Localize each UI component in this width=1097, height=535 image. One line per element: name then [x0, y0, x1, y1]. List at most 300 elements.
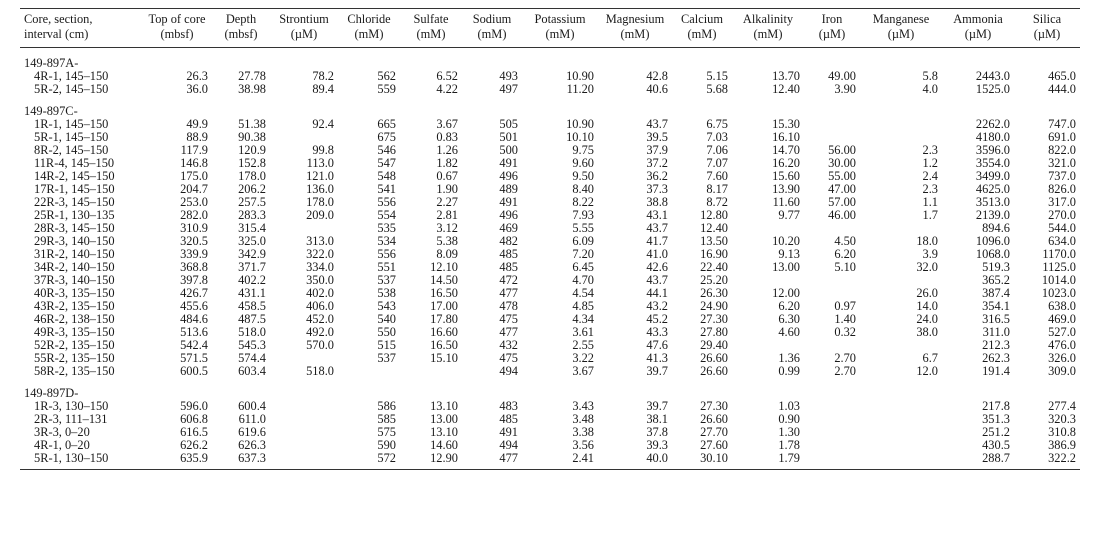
cell-alk: 1.36: [778, 351, 800, 365]
cell-so4: 1.82: [436, 156, 458, 170]
cell-so4: 14.60: [430, 438, 458, 452]
cell-nh4: 3499.0: [975, 169, 1010, 183]
cell-alk: 16.20: [772, 156, 800, 170]
cell-alk: 1.03: [778, 399, 800, 413]
cell-depth: 120.9: [238, 143, 266, 157]
cell-depth: 637.3: [212, 452, 270, 470]
cell-top: 320.5: [180, 234, 208, 248]
cell-k: 4.85: [572, 299, 594, 313]
cell-ca: 22.40: [700, 260, 728, 274]
cell-nh4: 1068.0: [975, 247, 1010, 261]
cell-mg: 37.9: [646, 143, 668, 157]
cell-fe: 46.00: [828, 208, 856, 222]
cell-na: 478: [499, 299, 518, 313]
cell-sr: 99.8: [312, 143, 334, 157]
table-row: [20, 439, 1080, 452]
cell-nh4: 4625.0: [975, 182, 1010, 196]
cell-alk: 0.90: [778, 412, 800, 426]
cell-cl: 556: [377, 195, 396, 209]
cell-fe: [804, 452, 860, 470]
cell-alk: 0.99: [778, 364, 800, 378]
cell-depth: 27.78: [238, 69, 266, 83]
cell-na: 475: [499, 312, 518, 326]
cell-top: 49.9: [186, 117, 208, 131]
cell-sr: [270, 413, 338, 426]
table-row: [20, 196, 1080, 209]
cell-k: 10.10: [566, 130, 594, 144]
hole-label: 149-897D-: [24, 386, 79, 400]
cell-alk: 12.40: [772, 82, 800, 96]
cell-fe: 6.20: [834, 247, 856, 261]
cell-nh4: 191.4: [982, 364, 1010, 378]
cell-fe: [804, 400, 860, 413]
cell-k: 3.48: [572, 412, 594, 426]
hole-group-header: [20, 387, 1080, 400]
cell-cl: 546: [377, 143, 396, 157]
table-row: [20, 118, 1080, 131]
cell-cl: 540: [377, 312, 396, 326]
cell-mg: 43.2: [646, 299, 668, 313]
cell-ca: 7.03: [706, 130, 728, 144]
cell-mn: 3.9: [922, 247, 938, 261]
cell-nh4: 262.3: [982, 351, 1010, 365]
hole-label: 149-897C-: [24, 104, 78, 118]
cell-top: 253.0: [180, 195, 208, 209]
cell-depth: 38.98: [238, 82, 266, 96]
cell-interval: 4R-1, 0–20: [34, 438, 90, 452]
cell-mn: [860, 426, 942, 439]
cell-top: 571.5: [180, 351, 208, 365]
cell-so4: 0.83: [436, 130, 458, 144]
cell-alk: 13.70: [772, 69, 800, 83]
cell-si: 527.0: [1048, 325, 1076, 339]
cell-si: 634.0: [1048, 234, 1076, 248]
cell-mg: 43.3: [646, 325, 668, 339]
cell-sr: 78.2: [312, 69, 334, 83]
table-row: [20, 170, 1080, 183]
cell-interval: 28R-3, 145–150: [34, 221, 115, 235]
cell-cl: 550: [377, 325, 396, 339]
cell-k: 10.90: [566, 69, 594, 83]
cell-si: 1014.0: [1041, 273, 1076, 287]
cell-interval: 17R-1, 145–150: [34, 182, 115, 196]
table-row: [20, 400, 1080, 413]
cell-so4: 2.81: [436, 208, 458, 222]
cell-mg: 39.5: [646, 130, 668, 144]
cell-cl: 548: [377, 169, 396, 183]
cell-interval: 2R-3, 111–131: [34, 412, 108, 426]
cell-top: 204.7: [180, 182, 208, 196]
cell-cl: 537: [377, 351, 396, 365]
cell-mg: 41.7: [646, 234, 668, 248]
table-row: [20, 365, 1080, 378]
cell-cl: 543: [377, 299, 396, 313]
cell-na: 477: [499, 325, 518, 339]
cell-si: 1023.0: [1041, 286, 1076, 300]
cell-nh4: 3596.0: [975, 143, 1010, 157]
cell-sr: [270, 426, 338, 439]
cell-si: 1125.0: [1042, 260, 1076, 274]
cell-na: 485: [499, 247, 518, 261]
cell-ca: 7.07: [706, 156, 728, 170]
cell-alk: 16.10: [772, 130, 800, 144]
cell-so4: [400, 365, 462, 378]
cell-k: 5.55: [572, 221, 594, 235]
cell-mg: 42.6: [646, 260, 668, 274]
cell-cl: 562: [377, 69, 396, 83]
cell-ca: 29.40: [700, 338, 728, 352]
cell-si: 465.0: [1048, 69, 1076, 83]
cell-so4: 17.80: [430, 312, 458, 326]
cell-mg: 45.2: [646, 312, 668, 326]
cell-interval: 4R-1, 145–150: [34, 69, 109, 83]
cell-top: 310.9: [180, 221, 208, 235]
cell-k: 7.93: [572, 208, 594, 222]
cell-alk: 15.60: [772, 169, 800, 183]
group-spacer: [20, 96, 1080, 105]
column-header-na: Sodium (mM): [462, 9, 522, 48]
cell-so4: 13.10: [430, 399, 458, 413]
column-header-k: Potassium (mM): [522, 9, 598, 48]
cell-si: 317.0: [1048, 195, 1076, 209]
cell-na: 497: [499, 82, 518, 96]
cell-so4: 14.50: [430, 273, 458, 287]
cell-nh4: 2262.0: [975, 117, 1010, 131]
cell-top: 426.7: [180, 286, 208, 300]
cell-k: 8.40: [572, 182, 594, 196]
cell-interval: 14R-2, 145–150: [34, 169, 115, 183]
column-header-cl: Chloride (mM): [338, 9, 400, 48]
column-header-top: Top of core (mbsf): [142, 9, 212, 48]
cell-na: 496: [499, 208, 518, 222]
cell-sr: 350.0: [306, 273, 334, 287]
cell-fe: [804, 274, 860, 287]
cell-so4: 17.00: [430, 299, 458, 313]
cell-cl: 572: [338, 452, 400, 470]
cell-alk: 1.79: [732, 452, 804, 470]
cell-depth: 545.3: [238, 338, 266, 352]
cell-mg: 39.7: [646, 364, 668, 378]
cell-cl: 554: [377, 208, 396, 222]
table-row: [20, 144, 1080, 157]
cell-mg: 43.1: [646, 208, 668, 222]
cell-k: 3.67: [572, 364, 594, 378]
cell-mg: 40.6: [646, 82, 668, 96]
cell-top: 88.9: [186, 130, 208, 144]
cell-top: 513.6: [180, 325, 208, 339]
cell-mg: 38.1: [646, 412, 668, 426]
cell-mn: 6.7: [922, 351, 938, 365]
cell-mn: [860, 413, 942, 426]
column-header-depth: Depth (mbsf): [212, 9, 270, 48]
cell-top: 368.8: [180, 260, 208, 274]
hole-group: [20, 378, 1080, 470]
cell-alk: 9.13: [778, 247, 800, 261]
table-row: [20, 261, 1080, 274]
cell-sr: 113.0: [306, 156, 334, 170]
cell-na: 475: [499, 351, 518, 365]
cell-ca: 27.70: [700, 425, 728, 439]
cell-ca: 7.06: [706, 143, 728, 157]
cell-ca: 27.30: [700, 312, 728, 326]
cell-interval: 1R-3, 130–150: [34, 399, 109, 413]
cell-fe: 49.00: [828, 69, 856, 83]
cell-mn: 2.4: [922, 169, 938, 183]
cell-ca: 27.30: [700, 399, 728, 413]
cell-ca: 7.60: [706, 169, 728, 183]
cell-so4: 16.50: [430, 286, 458, 300]
cell-sr: 570.0: [306, 338, 334, 352]
cell-na: 477: [462, 452, 522, 470]
cell-fe: 55.00: [828, 169, 856, 183]
cell-na: 501: [499, 130, 518, 144]
cell-nh4: 212.3: [982, 338, 1010, 352]
cell-sr: 92.4: [312, 117, 334, 131]
cell-mg: 43.7: [646, 221, 668, 235]
cell-ca: 12.80: [700, 208, 728, 222]
cell-top: 626.2: [180, 438, 208, 452]
table-row: [20, 326, 1080, 339]
cell-mg: 39.3: [646, 438, 668, 452]
cell-fe: 1.40: [834, 312, 856, 326]
cell-top: 596.0: [180, 399, 208, 413]
cell-depth: 518.0: [238, 325, 266, 339]
cell-si: 270.0: [1048, 208, 1076, 222]
column-header-alk: Alkalinity (mM): [732, 9, 804, 48]
cell-ca: 24.90: [700, 299, 728, 313]
cell-fe: 3.90: [834, 82, 856, 96]
cell-cl: 538: [377, 286, 396, 300]
cell-depth: 90.38: [238, 130, 266, 144]
cell-so4: 12.10: [430, 260, 458, 274]
column-header-ca: Calcium (mM): [672, 9, 732, 48]
cell-na: 493: [499, 69, 518, 83]
cell-depth: 458.5: [238, 299, 266, 313]
cell-top: 117.9: [180, 143, 208, 157]
cell-k: 3.43: [572, 399, 594, 413]
cell-alk: 14.70: [772, 143, 800, 157]
cell-alk: 15.30: [772, 117, 800, 131]
cell-interval: 55R-2, 135–150: [34, 351, 115, 365]
cell-nh4: 519.3: [982, 260, 1010, 274]
cell-mn: 5.8: [922, 69, 938, 83]
cell-interval: 5R-2, 145–150: [34, 82, 109, 96]
cell-cl: 590: [377, 438, 396, 452]
cell-k: 3.56: [572, 438, 594, 452]
cell-mg: 37.8: [646, 425, 668, 439]
cell-mn: 12.0: [916, 364, 938, 378]
cell-depth: 600.4: [238, 399, 266, 413]
table-row: [20, 339, 1080, 352]
cell-mn: 26.0: [916, 286, 938, 300]
cell-interval: 46R-2, 138–150: [34, 312, 115, 326]
group-spacer-cell: [20, 96, 1080, 105]
cell-sr: 334.0: [306, 260, 334, 274]
cell-na: 496: [499, 169, 518, 183]
cell-interval: 49R-3, 135–150: [34, 325, 115, 339]
cell-interval: 29R-3, 140–150: [34, 234, 115, 248]
cell-na: 491: [499, 195, 518, 209]
cell-k: 6.09: [572, 234, 594, 248]
cell-alk: 9.77: [778, 208, 800, 222]
cell-si: 747.0: [1048, 117, 1076, 131]
cell-top: 282.0: [180, 208, 208, 222]
cell-so4: 6.52: [436, 69, 458, 83]
cell-cl: 547: [377, 156, 396, 170]
cell-cl: 586: [377, 399, 396, 413]
hole-group-header: [20, 105, 1080, 118]
table-row: [20, 235, 1080, 248]
cell-ca: 8.72: [706, 195, 728, 209]
table-row: [20, 452, 1080, 470]
cell-interval: 11R-4, 145–150: [34, 156, 115, 170]
cell-k: 10.90: [566, 117, 594, 131]
cell-top: 397.8: [180, 273, 208, 287]
cell-cl: 585: [377, 412, 396, 426]
cell-k: 2.55: [572, 338, 594, 352]
cell-depth: 626.3: [238, 438, 266, 452]
cell-na: 485: [499, 260, 518, 274]
cell-si: 1170.0: [1042, 247, 1076, 261]
cell-sr: 452.0: [306, 312, 334, 326]
cell-sr: 89.4: [312, 82, 334, 96]
cell-so4: 15.10: [430, 351, 458, 365]
cell-k: 4.70: [572, 273, 594, 287]
cell-cl: 575: [377, 425, 396, 439]
cell-depth: 51.38: [238, 117, 266, 131]
cell-depth: 619.6: [238, 425, 266, 439]
cell-ca: 26.30: [700, 286, 728, 300]
cell-top: 616.5: [180, 425, 208, 439]
cell-fe: 5.10: [834, 260, 856, 274]
cell-depth: 574.4: [238, 351, 266, 365]
cell-na: 485: [499, 412, 518, 426]
cell-nh4: 430.5: [982, 438, 1010, 452]
cell-depth: 342.9: [238, 247, 266, 261]
cell-top: 339.9: [180, 247, 208, 261]
cell-mn: 18.0: [916, 234, 938, 248]
cell-alk: 12.00: [772, 286, 800, 300]
cell-interval: 43R-2, 135–150: [34, 299, 115, 313]
cell-mn: 4.0: [922, 82, 938, 96]
cell-ca: 27.60: [700, 438, 728, 452]
cell-interval: 8R-2, 145–150: [34, 143, 109, 157]
cell-ca: 16.90: [700, 247, 728, 261]
cell-nh4: 311.0: [982, 325, 1010, 339]
cell-mg: 43.7: [646, 273, 668, 287]
cell-interval: 5R-1, 145–150: [34, 130, 109, 144]
cell-top: 26.3: [186, 69, 208, 83]
cell-mg: 41.0: [646, 247, 668, 261]
cell-mg: 43.7: [646, 117, 668, 131]
cell-so4: 3.12: [436, 221, 458, 235]
cell-k: 3.61: [572, 325, 594, 339]
cell-ca: 27.80: [700, 325, 728, 339]
cell-si: 277.4: [1048, 399, 1076, 413]
cell-alk: 13.90: [772, 182, 800, 196]
cell-nh4: 387.4: [982, 286, 1010, 300]
cell-mn: 1.2: [922, 156, 938, 170]
cell-top: 635.9: [142, 452, 212, 470]
column-header-mg: Magnesium (mM): [598, 9, 672, 48]
cell-si: 476.0: [1048, 338, 1076, 352]
hole-group: [20, 96, 1080, 378]
cell-so4: 13.10: [430, 425, 458, 439]
cell-top: 36.0: [186, 82, 208, 96]
cell-top: 484.6: [180, 312, 208, 326]
cell-nh4: 894.6: [982, 221, 1010, 235]
cell-depth: 152.8: [238, 156, 266, 170]
cell-alk: 10.20: [772, 234, 800, 248]
cell-interval: 5R-1, 130–150: [20, 452, 142, 470]
cell-na: 483: [499, 399, 518, 413]
column-header-fe: Iron (µM): [804, 9, 860, 48]
cell-depth: 611.0: [238, 412, 266, 426]
column-header-mn: Manganese (µM): [860, 9, 942, 48]
hole-group-header: [20, 57, 1080, 70]
cell-mn: 38.0: [916, 325, 938, 339]
cell-na: 494: [499, 364, 518, 378]
cell-si: 691.0: [1048, 130, 1076, 144]
cell-mg: 37.2: [646, 156, 668, 170]
cell-so4: 4.22: [436, 82, 458, 96]
cell-si: 309.0: [1048, 364, 1076, 378]
cell-k: 11.20: [566, 82, 594, 96]
cell-alk: 4.60: [778, 325, 800, 339]
cell-fe: [804, 413, 860, 426]
cell-depth: 402.2: [238, 273, 266, 287]
cell-alk: 6.20: [778, 299, 800, 313]
cell-cl: 541: [377, 182, 396, 196]
cell-depth: 178.0: [238, 169, 266, 183]
cell-sr: 136.0: [306, 182, 334, 196]
cell-mn: [860, 452, 942, 470]
table-row: [20, 83, 1080, 96]
group-spacer: [20, 48, 1080, 58]
cell-interval: 3R-3, 0–20: [34, 425, 90, 439]
geochemistry-table: [20, 8, 1080, 470]
cell-ca: 26.60: [700, 351, 728, 365]
cell-cl: 537: [377, 273, 396, 287]
cell-so4: 5.38: [436, 234, 458, 248]
cell-sr: [270, 439, 338, 452]
cell-na: 491: [499, 425, 518, 439]
cell-ca: 6.75: [706, 117, 728, 131]
cell-mn: 1.7: [922, 208, 938, 222]
cell-mg: 38.8: [646, 195, 668, 209]
cell-so4: 13.00: [430, 412, 458, 426]
cell-mn: [860, 400, 942, 413]
cell-sr: 209.0: [306, 208, 334, 222]
cell-si: 444.0: [1048, 82, 1076, 96]
cell-mn: 1.1: [922, 195, 938, 209]
cell-si: 386.9: [1048, 438, 1076, 452]
cell-mn: [860, 439, 942, 452]
cell-so4: 1.26: [436, 143, 458, 157]
cell-fe: 0.32: [834, 325, 856, 339]
cell-interval: 34R-2, 140–150: [34, 260, 115, 274]
cell-sr: 518.0: [306, 364, 334, 378]
cell-nh4: 217.8: [982, 399, 1010, 413]
cell-mg: 39.7: [646, 399, 668, 413]
cell-interval: 31R-2, 140–150: [34, 247, 115, 261]
cell-mn: [860, 118, 942, 131]
cell-sr: 313.0: [306, 234, 334, 248]
cell-na: 489: [499, 182, 518, 196]
cell-fe: [804, 426, 860, 439]
cell-depth: 371.7: [238, 260, 266, 274]
cell-mn: 24.0: [916, 312, 938, 326]
